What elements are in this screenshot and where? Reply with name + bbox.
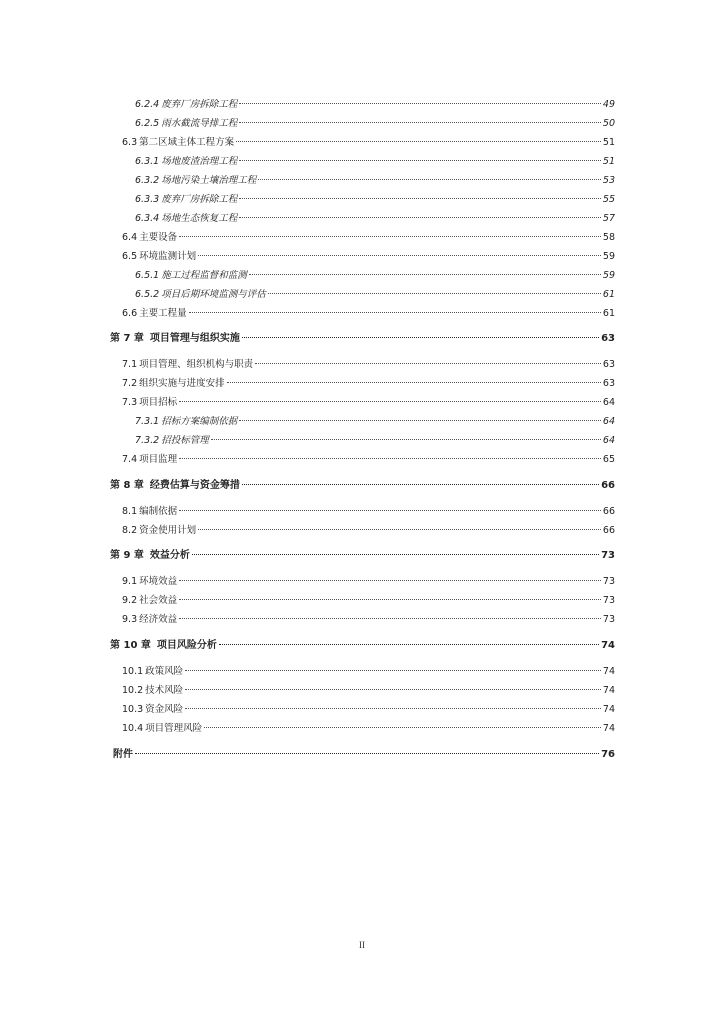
toc-entry-title: 第二区域主体工程方案 — [139, 137, 235, 148]
toc-entry[interactable] — [122, 702, 615, 718]
toc-entry-number: 6.2.5 — [135, 118, 160, 129]
toc-entry-title: 项目风险分析 — [156, 640, 217, 651]
toc-entry-number: 10.4 — [122, 723, 144, 734]
toc-entry-number: 6.5 — [122, 251, 138, 262]
toc-entry-title: 项目管理风险 — [145, 723, 203, 734]
toc-dot-leader — [179, 236, 601, 237]
toc-entry-page: 74 — [602, 685, 615, 696]
toc-entry-title: 项目管理与组织实施 — [149, 333, 240, 344]
toc-entry-page: 74 — [602, 704, 615, 715]
toc-entry-number: 6.3.1 — [135, 156, 160, 167]
toc-entry-page: 66 — [601, 480, 615, 491]
toc-entry[interactable] — [135, 433, 615, 449]
toc-entry-number: 10.3 — [122, 704, 144, 715]
toc-entry[interactable] — [122, 249, 615, 265]
toc-entry-title: 环境效益 — [139, 576, 178, 587]
toc-dot-leader — [179, 599, 601, 600]
toc-entry-title: 效益分析 — [149, 550, 190, 561]
toc-dot-leader — [258, 179, 601, 180]
toc-entry-number: 8.2 — [122, 525, 138, 536]
toc-entry[interactable] — [122, 721, 615, 737]
toc-entry-page: 65 — [602, 454, 615, 465]
toc-entry-title: 经济效益 — [139, 614, 178, 625]
toc-entry-page: 51 — [602, 137, 615, 148]
toc-dot-leader — [239, 420, 601, 421]
toc-dot-leader — [242, 337, 599, 338]
toc-entry-title: 社会效益 — [139, 595, 178, 606]
toc-entry-number: 9.1 — [122, 576, 138, 587]
toc-entry[interactable] — [135, 287, 615, 303]
toc-entry-page: 49 — [602, 99, 615, 110]
toc-dot-leader — [179, 510, 601, 511]
toc-entry-number: 6.5.2 — [135, 289, 160, 300]
toc-entry-title: 项目监理 — [139, 454, 178, 465]
toc-entry-title: 施工过程监督和监测 — [161, 270, 247, 281]
toc-entry-title: 场地废渣治理工程 — [161, 156, 238, 167]
toc-entry-title: 资金风险 — [145, 704, 184, 715]
toc-dot-leader — [249, 274, 601, 275]
toc-entry-number: 6.3.3 — [135, 194, 160, 205]
toc-dot-leader — [179, 580, 601, 581]
toc-entry-number: 6.4 — [122, 232, 138, 243]
toc-entry-title: 技术风险 — [145, 685, 184, 696]
toc-dot-leader — [185, 708, 601, 709]
toc-entry-number: 9.3 — [122, 614, 138, 625]
toc-entry-title: 项目招标 — [139, 397, 178, 408]
toc-dot-leader — [204, 727, 601, 728]
toc-entry[interactable] — [122, 452, 615, 468]
toc-entry[interactable] — [135, 414, 615, 430]
toc-entry[interactable] — [122, 574, 615, 590]
toc-entry-title: 废弃厂房拆除工程 — [161, 194, 238, 205]
toc-entry-number: 6.6 — [122, 308, 138, 319]
toc-entry[interactable] — [122, 523, 615, 539]
toc-entry-title: 经费估算与资金筹措 — [149, 480, 240, 491]
toc-entry-number: 7.2 — [122, 378, 138, 389]
toc-entry-number: 10.2 — [122, 685, 144, 696]
toc-entry-page: 58 — [602, 232, 615, 243]
toc-entry[interactable] — [110, 638, 615, 654]
toc-entry[interactable] — [122, 612, 615, 628]
toc-entry-title: 项目管理、组织机构与职责 — [139, 359, 254, 370]
toc-entry-number: 7.1 — [122, 359, 138, 370]
toc-entry[interactable] — [135, 211, 615, 227]
toc-entry-page: 57 — [602, 213, 615, 224]
toc-entry-number: 第 7 章 — [110, 333, 144, 344]
toc-entry-title: 资金使用计划 — [139, 525, 197, 536]
toc-entry-title: 项目后期环境监测与评估 — [161, 289, 266, 300]
toc-entry[interactable] — [110, 478, 615, 494]
toc-entry[interactable] — [135, 173, 615, 189]
toc-entry-number: 7.3 — [122, 397, 138, 408]
page-number: II — [359, 940, 365, 950]
toc-dot-leader — [192, 554, 599, 555]
toc-dot-leader — [211, 439, 601, 440]
toc-entry-page: 61 — [602, 308, 615, 319]
toc-entry-page: 53 — [602, 175, 615, 186]
toc-entry-title: 政策风险 — [145, 666, 184, 677]
toc-entry[interactable] — [122, 135, 615, 151]
toc-dot-leader — [189, 312, 601, 313]
toc-entry-number: 7.4 — [122, 454, 138, 465]
toc-entry[interactable] — [122, 683, 615, 699]
toc-dot-leader — [255, 363, 601, 364]
toc-entry-page: 73 — [602, 595, 615, 606]
toc-entry[interactable] — [122, 376, 615, 392]
toc-dot-leader — [219, 644, 599, 645]
toc-entry-title: 场地污染土壤治理工程 — [161, 175, 257, 186]
toc-entry[interactable] — [122, 306, 615, 322]
toc-entry-page: 74 — [602, 723, 615, 734]
toc-entry-page: 55 — [602, 194, 615, 205]
toc-dot-leader — [185, 689, 601, 690]
toc-entry[interactable] — [122, 395, 615, 411]
toc-entry[interactable] — [122, 357, 615, 373]
toc-entry[interactable] — [135, 154, 615, 170]
toc-dot-leader — [236, 141, 601, 142]
toc-entry-title: 环境监测计划 — [139, 251, 197, 262]
toc-entry-page: 73 — [601, 550, 615, 561]
toc-entry-page: 64 — [602, 416, 615, 427]
toc-entry-page: 63 — [601, 333, 615, 344]
toc-entry[interactable] — [135, 268, 615, 284]
toc-entry[interactable] — [122, 230, 615, 246]
toc-dot-leader — [239, 160, 601, 161]
toc-entry-number: 6.3 — [122, 137, 138, 148]
toc-entry-title: 雨水截流导排工程 — [161, 118, 238, 129]
toc-entry[interactable] — [135, 192, 615, 208]
toc-entry-number: 6.5.1 — [135, 270, 160, 281]
toc-entry-title: 招投标管理 — [161, 435, 209, 446]
toc-entry[interactable] — [110, 548, 615, 564]
toc-entry-page: 74 — [601, 640, 615, 651]
toc-dot-leader — [242, 484, 599, 485]
toc-dot-leader — [179, 401, 601, 402]
toc-entry-title: 废弃厂房拆除工程 — [161, 99, 238, 110]
toc-entry-page: 59 — [602, 251, 615, 262]
toc-entry-number: 9.2 — [122, 595, 138, 606]
toc-entry-page: 64 — [602, 435, 615, 446]
toc-entry-title: 主要工程量 — [139, 308, 187, 319]
toc-dot-leader — [135, 753, 599, 754]
toc-dot-leader — [179, 458, 601, 459]
toc-entry-page: 51 — [602, 156, 615, 167]
toc-dot-leader — [198, 529, 601, 530]
toc-entry-title: 招标方案编制依据 — [161, 416, 238, 427]
toc-entry-number: 第 8 章 — [110, 480, 144, 491]
toc-entry[interactable] — [113, 747, 615, 763]
toc-entry-number: 6.3.2 — [135, 175, 160, 186]
toc-entry-page: 66 — [602, 506, 615, 517]
toc-entry-title: 组织实施与进度安排 — [139, 378, 225, 389]
toc-entry-page: 76 — [601, 749, 615, 760]
toc-dot-leader — [185, 670, 601, 671]
toc-entry-page: 73 — [602, 614, 615, 625]
toc-dot-leader — [268, 293, 601, 294]
toc-dot-leader — [239, 217, 601, 218]
toc-entry-number: 第 9 章 — [110, 550, 144, 561]
toc-entry-page: 73 — [602, 576, 615, 587]
toc-entry-number: 10.1 — [122, 666, 144, 677]
toc-entry[interactable] — [135, 116, 615, 132]
toc-dot-leader — [227, 382, 601, 383]
toc-dot-leader — [239, 122, 601, 123]
toc-entry-page: 63 — [602, 359, 615, 370]
toc-entry-page: 50 — [602, 118, 615, 129]
toc-entry-number: 6.2.4 — [135, 99, 160, 110]
toc-dot-leader — [239, 198, 601, 199]
toc-entry[interactable] — [135, 97, 615, 113]
toc-entry[interactable] — [122, 504, 615, 520]
toc-entry-page: 64 — [602, 397, 615, 408]
toc-entry-page: 66 — [602, 525, 615, 536]
toc-entry[interactable] — [122, 593, 615, 609]
toc-entry-page: 74 — [602, 666, 615, 677]
toc-entry-number: 第 10 章 — [110, 640, 151, 651]
toc-entry-number: 6.3.4 — [135, 213, 160, 224]
toc-entry-title: 主要设备 — [139, 232, 178, 243]
toc-dot-leader — [179, 618, 601, 619]
toc-dot-leader — [239, 103, 601, 104]
toc-entry-number: 7.3.2 — [135, 435, 160, 446]
toc-entry-page: 63 — [602, 378, 615, 389]
toc-entry-page: 61 — [602, 289, 615, 300]
toc-entry-number: 7.3.1 — [135, 416, 160, 427]
toc-entry[interactable] — [122, 664, 615, 680]
toc-entry[interactable] — [110, 331, 615, 347]
toc-entry-number: 8.1 — [122, 506, 138, 517]
toc-entry-title: 场地生态恢复工程 — [161, 213, 238, 224]
toc-entry-title: 编制依据 — [139, 506, 178, 517]
toc-entry-page: 59 — [602, 270, 615, 281]
toc-dot-leader — [198, 255, 601, 256]
toc-entry-title: 附件 — [113, 749, 133, 760]
